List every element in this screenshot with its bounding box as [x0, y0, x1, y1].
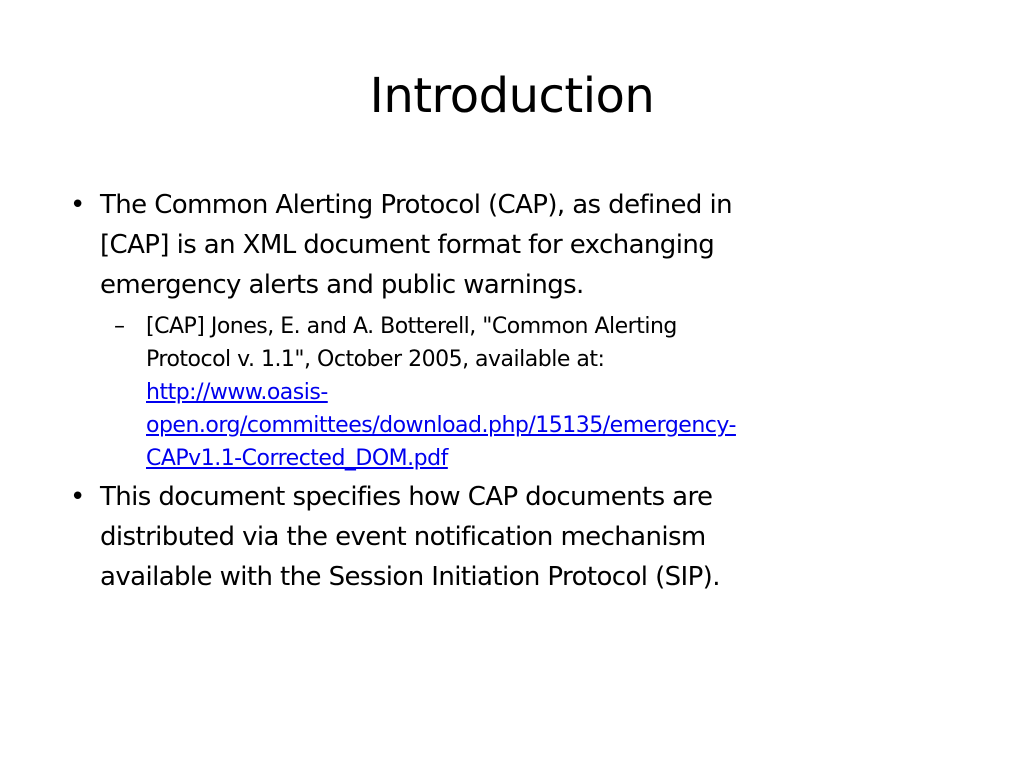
reference-link-line[interactable]: open.org/committees/download.php/15135/emergency-	[146, 413, 736, 438]
sub-bullet-list	[112, 310, 966, 475]
reference-link-line[interactable]: CAPv1.1-Corrected_DOM.pdf	[146, 446, 448, 471]
bullet-text-line: The Common Alerting Protocol (CAP), as defined in	[100, 190, 732, 220]
reference-text-line: Protocol v. 1.1", October 2005, available at:	[146, 347, 605, 372]
bullet-text-line: available with the Session Initiation Protocol (SIP).	[100, 562, 720, 592]
bullet-text-line: [CAP] is an XML document format for exchanging	[100, 230, 715, 260]
sub-bullet-cap-reference	[112, 310, 966, 475]
bullet-dot-icon: •	[70, 190, 85, 220]
slide-title: Introduction	[369, 68, 655, 124]
reference-text-line: [CAP] Jones, E. and A. Botterell, "Common Alerting	[146, 314, 677, 339]
bullet-cap-definition	[66, 185, 966, 305]
bullet-dot-icon: •	[70, 482, 85, 512]
slide-content	[66, 185, 966, 602]
bullet-text-line: This document specifies how CAP documents are	[100, 482, 713, 512]
bullet-text-line: distributed via the event notification mechanism	[100, 522, 706, 552]
bullet-text-line: emergency alerts and public warnings.	[100, 270, 584, 300]
dash-icon: –	[114, 314, 125, 339]
reference-link-line[interactable]: http://www.oasis-	[146, 380, 328, 405]
bullet-sip-distribution	[66, 477, 966, 597]
